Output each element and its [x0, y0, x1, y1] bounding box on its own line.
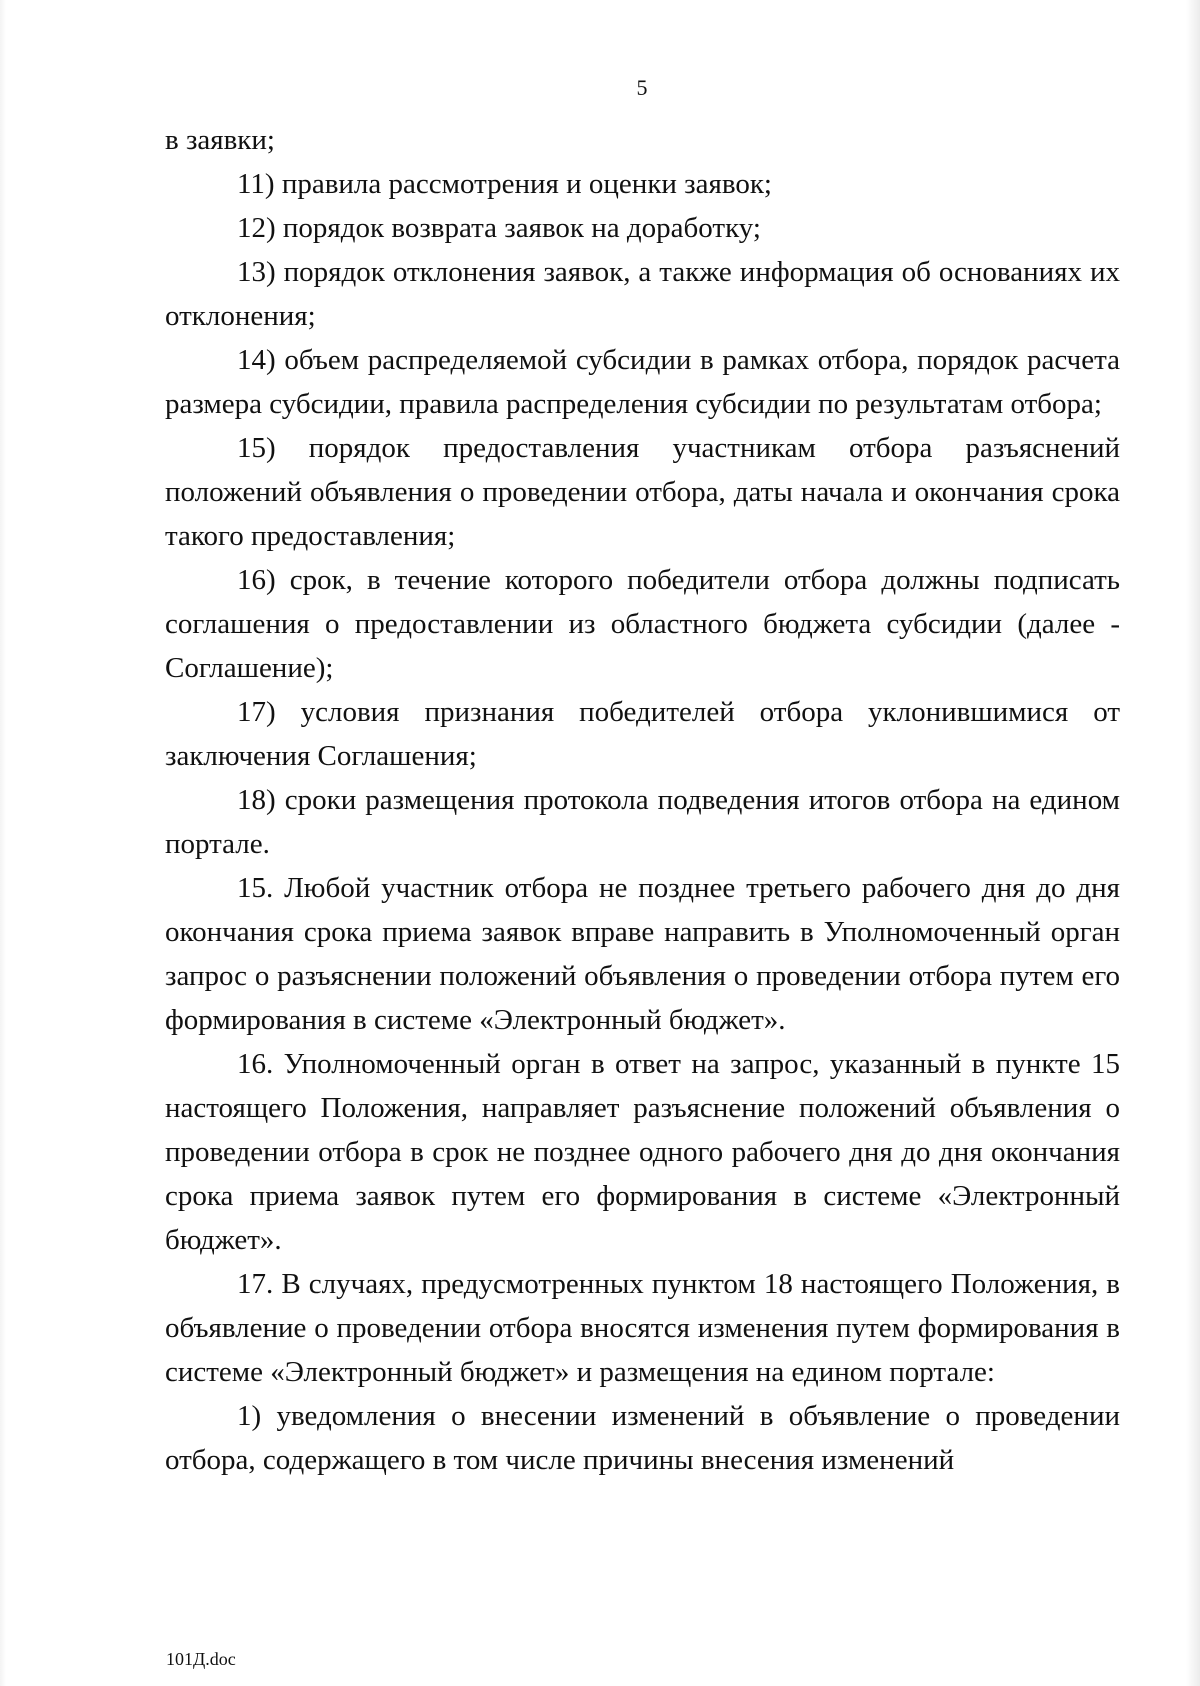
list-item-11: 11) правила рассмотрения и оценки заявок; — [237, 168, 772, 200]
paragraph-continuation: в заявки; — [165, 124, 275, 156]
list-item-16: 16) срок, в течение которого победители отбора должны подписать соглашения о предоставлении из областного бюджета субсидии (далее - Соглашение); — [165, 564, 1120, 684]
clause-15: 15. Любой участник отбора не позднее третьего рабочего дня до дня окончания срока приема заявок вправе направить в Уполномоченный орган запрос о разъяснении положений объявления о проведении отбора путем его формирования в системе «Электронный бюджет». — [165, 872, 1120, 1036]
list-item-17: 17) условия признания победителей отбора уклонившимися от заключения Соглашения; — [165, 696, 1120, 772]
clause-17-item-1: 1) уведомления о внесении изменений в объявление о проведении отбора, содержащего в том числе причины внесения изменений — [165, 1400, 1120, 1476]
list-item-14: 14) объем распределяемой субсидии в рамках отбора, порядок расчета размера субсидии, правила распределения субсидии по результатам отбора; — [165, 344, 1120, 420]
page-number: 5 — [636, 75, 648, 100]
clause-16: 16. Уполномоченный орган в ответ на запрос, указанный в пункте 15 настоящего Положения, направляет разъяснение положений объявления о проведении отбора в срок не позднее одного рабочего дня до дня окончания срока приема заявок путем его формирования в системе «Электронный бюджет». — [165, 1048, 1120, 1256]
footer-file-name: 101Д.doc — [166, 1649, 236, 1669]
list-item-12: 12) порядок возврата заявок на доработку; — [237, 212, 761, 244]
clause-17: 17. В случаях, предусмотренных пунктом 18 настоящего Положения, в объявление о проведении отбора вносятся изменения путем формирования в системе «Электронный бюджет» и размещения на едином портале: — [165, 1268, 1120, 1388]
scan-edge-left — [0, 0, 6, 1686]
list-item-15: 15) порядок предоставления участникам отбора разъяснений положений объявления о проведении отбора, даты начала и окончания срока такого предоставления; — [165, 432, 1120, 552]
document-body — [165, 118, 1120, 1482]
list-item-18: 18) сроки размещения протокола подведения итогов отбора на едином портале. — [165, 784, 1120, 860]
scan-edge-right — [1186, 0, 1200, 1686]
list-item-13: 13) порядок отклонения заявок, а также информация об основаниях их отклонения; — [165, 256, 1120, 332]
